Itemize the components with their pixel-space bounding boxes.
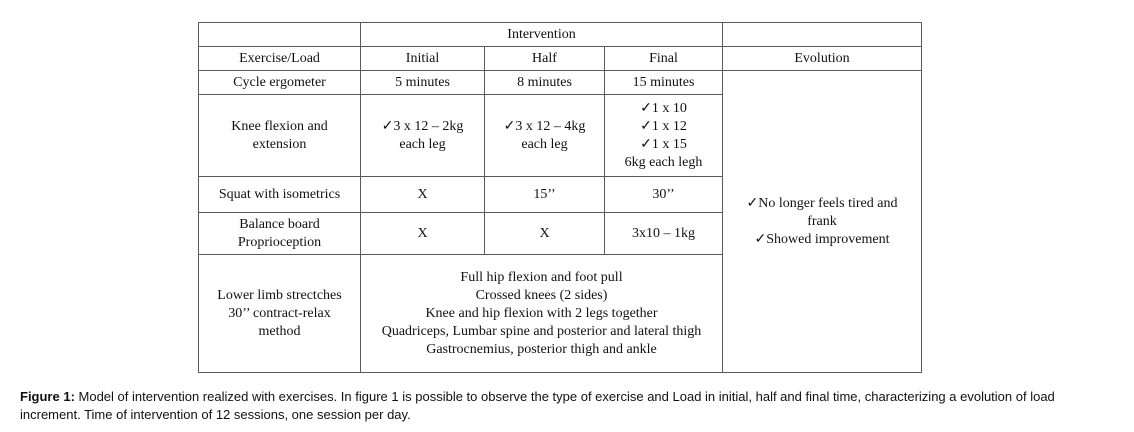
cell-line: ✓1 x 10 <box>640 100 687 116</box>
cell-line: Gastrocnemius, posterior thigh and ankle <box>426 341 657 357</box>
cell-line: ✓3 x 12 – 2kg <box>381 118 464 134</box>
cell-line: Quadriceps, Lumbar spine and posterior and lateral thigh <box>381 323 702 339</box>
cell-line: Lower limb strectches <box>217 287 342 303</box>
header-initial: Initial <box>361 47 485 71</box>
balance-half: X <box>485 213 605 255</box>
cell-line: ✓1 x 12 <box>640 118 687 134</box>
header-half: Half <box>485 47 605 71</box>
balance-initial: X <box>361 213 485 255</box>
cell-line: extension <box>252 136 307 152</box>
figure-caption <box>20 388 1115 424</box>
cell-line: ✓3 x 12 – 4kg <box>503 118 586 134</box>
cell-line: Proprioception <box>237 234 322 250</box>
cell-line: method <box>258 323 301 339</box>
evolution-cell <box>723 71 922 373</box>
squat-exercise: Squat with isometrics <box>199 177 361 213</box>
squat-final: 30’’ <box>605 177 723 213</box>
header-final: Final <box>605 47 723 71</box>
cell-line: each leg <box>399 136 446 152</box>
evolution-line: ✓Showed improvement <box>754 231 890 247</box>
stretch-details <box>361 255 723 373</box>
table-row <box>199 71 922 95</box>
balance-final: 3x10 – 1kg <box>605 213 723 255</box>
caption-label: Figure 1: <box>20 389 75 404</box>
cycle-half: 8 minutes <box>485 71 605 95</box>
balance-exercise <box>199 213 361 255</box>
cell-line: Knee and hip flexion with 2 legs together <box>425 305 658 321</box>
cell-line: 30’’ contract-relax <box>228 305 331 321</box>
header-exercise: Exercise/Load <box>199 47 361 71</box>
knee-final <box>605 95 723 177</box>
caption-text: Model of intervention realized with exercises. In figure 1 is possible to observe the type of exercise and Load in initial, half and final time, characterizing a evolution of load increment. Time of intervention of 12 sessions, one session per day. <box>20 389 1055 422</box>
cycle-initial: 5 minutes <box>361 71 485 95</box>
evolution-line: frank <box>807 213 837 229</box>
cycle-final: 15 minutes <box>605 71 723 95</box>
knee-initial <box>361 95 485 177</box>
table-row <box>199 47 922 71</box>
cell-line: Balance board <box>239 216 320 232</box>
cell-line: Crossed knees (2 sides) <box>475 287 608 303</box>
cell-line: Knee flexion and <box>231 118 328 134</box>
intervention-header: Intervention <box>361 23 723 47</box>
intervention-table <box>198 22 922 373</box>
squat-half: 15’’ <box>485 177 605 213</box>
knee-half <box>485 95 605 177</box>
squat-initial: X <box>361 177 485 213</box>
knee-exercise <box>199 95 361 177</box>
table-row <box>199 23 922 47</box>
empty-header-cell <box>199 23 361 47</box>
cycle-exercise: Cycle ergometer <box>199 71 361 95</box>
cell-line: 6kg each legh <box>624 154 703 170</box>
empty-header-cell <box>723 23 922 47</box>
stretch-exercise <box>199 255 361 373</box>
header-evolution: Evolution <box>723 47 922 71</box>
evolution-line: ✓No longer feels tired and <box>746 195 898 211</box>
cell-line: ✓1 x 15 <box>640 136 687 152</box>
intervention-table-container <box>198 22 922 373</box>
cell-line: Full hip flexion and foot pull <box>460 269 623 285</box>
cell-line: each leg <box>521 136 568 152</box>
